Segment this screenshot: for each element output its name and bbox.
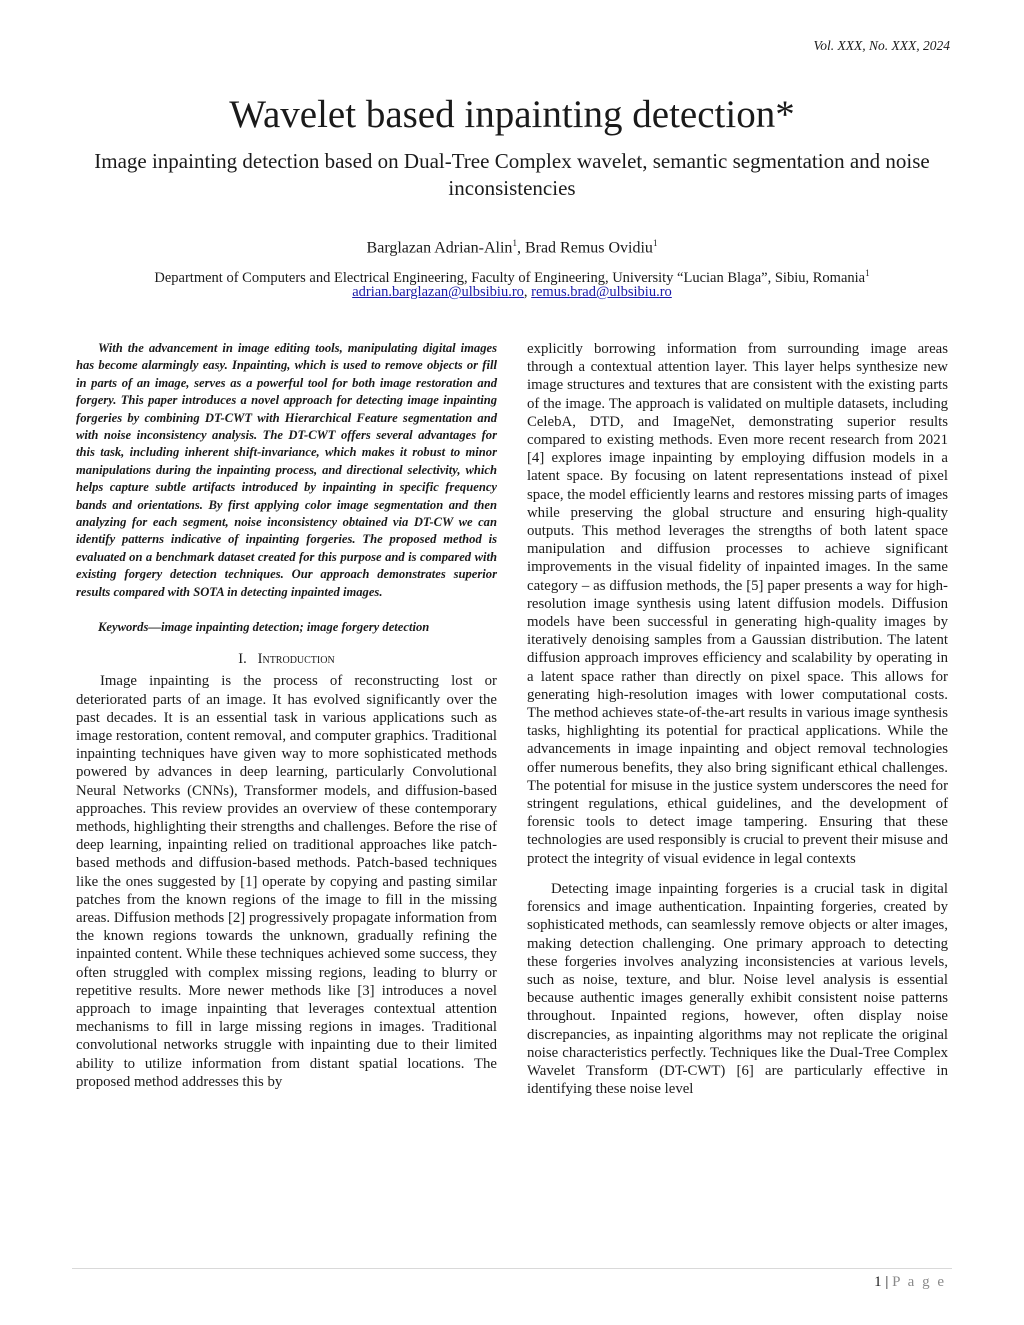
author-1: Barglazan Adrian-Alin [366, 239, 513, 257]
page-footer [874, 1274, 946, 1291]
paper-title: Wavelet based inpainting detection* [229, 93, 795, 136]
section-number: I. [238, 651, 247, 668]
page-separator: | [881, 1274, 893, 1290]
email-separator: , [523, 284, 532, 300]
page-number: 1 [874, 1274, 882, 1290]
email-line [0, 283, 1024, 302]
volume-header: Vol. XXX, No. XXX, 2024 [813, 38, 950, 53]
footer-divider [72, 1268, 952, 1269]
email-link-2[interactable]: remus.brad@ulbsibiu.ro [531, 284, 672, 300]
abstract: With the advancement in image editing tools, manipulating digital images has become alarmingly easy. Inpainting, which is used to remove objects or fill in parts of an image, serves as a powerful tool for both image restoration and forgery. This paper introduces a novel approach for detecting image inpainting forgeries by combining DT-CWT with Hierarchical Feature segmentation and with noise inconsistency analysis. The DT-CWT offers several advantages for this task, including inherent shift-invariance, which makes it robust to minor manipulations during the inpainting process, and directional selectivity, which helps capture subtle artifacts introduced by inpainting in specific frequency bands and orientations. By first applying color image segmentation and then analyzing for each segment, noise inconsistency obtained via DT-CW we can identify patterns indicative of inpainting forgeries. The proposed method is evaluated on a benchmark dataset created for this purpose and is compared with existing forgery detection techniques. Our approach demonstrates superior results compared with SOTA in detecting inpainted images. [76, 341, 497, 599]
affiliation-text: Department of Computers and Electrical Engineering, Faculty of Engineering, University “Lucian Blaga”, Sibiu, Romania [154, 269, 866, 286]
author-2: Brad Remus Ovidiu [524, 239, 653, 257]
section-heading-introduction [76, 650, 497, 668]
paper-subtitle: Image inpainting detection based on Dual-Tree Complex wavelet, semantic segmentation and noise inconsistencies [94, 149, 930, 200]
intro-paragraph-1: Image inpainting is the process of reconstructing lost or deteriorated parts of an image. It has evolved significantly over the past decades. It is an essential task in various applications such as image restoration, content removal, and computer graphics. Traditional inpainting techniques have given way to more sophisticated methods powered by advances in deep learning, particularly Convolutional Neural Networks (CNNs), Transformer models, and diffusion-based approaches. This review provides an overview of these contemporary methods, highlighting their strengths and challenges. Before the rise of deep learning, inpainting relied on traditional approaches like patch-based methods and diffusion-based methods. Patch-based techniques like the ones suggested by [1] operate by copying and pasting similar patches from the known regions of the image to fill in the missing areas. Diffusion methods [2] progressively propagate information from the known regions towards the unknown, gradually refining the inpainted content. While these techniques achieved some success, they often struggled with complex missing regions, leading to blurry or repetitive results. More newer methods like [3] introduces a novel approach to image inpainting that leverages contextual attention mechanisms to fill in large missing regions in images. Traditional convolutional networks struggle with inpainting due to their limited ability to utilize information from distant spatial locations. The proposed method addresses this by [76, 673, 497, 1090]
author-separator: , [516, 239, 525, 257]
author-2-affiliation-mark: 1 [652, 238, 658, 248]
right-paragraph-2: Detecting image inpainting forgeries is a crucial task in digital forensics and image authentication. Inpainting forgeries, created by sophisticated methods, can seamlessly remove objects or alter images, making detection challenging. One primary approach to detecting these forgeries involves analyzing inconsistencies at various levels, such as noise, texture, and blur. Noise level analysis is essential because authentic images generally exhibit consistent noise patterns throughout. Inpainted regions, however, often display noise discrepancies, as inpainting algorithms may not replicate the original noise characteristics perfectly. Techniques like the Dual-Tree Complex Wavelet Transform (DT-CWT) [6] are particularly effective in identifying these noise level [527, 880, 948, 1098]
author-1-affiliation-mark: 1 [512, 238, 517, 248]
author-line [0, 238, 1024, 257]
right-column [527, 340, 948, 1098]
affiliation-mark: 1 [865, 268, 870, 278]
page-label: P a g e [892, 1274, 946, 1290]
email-link-1[interactable]: adrian.barglazan@ulbsibiu.ro [352, 284, 524, 300]
left-column [76, 340, 497, 1091]
section-title: Introduction [257, 651, 335, 668]
keywords: Keywords—image inpainting detection; image forgery detection [98, 620, 430, 635]
right-paragraph-1: explicitly borrowing information from surrounding image areas through a contextual attention layer. This layer helps synthesize new image structures and textures that are consistent with the existing parts of the image. The approach is validated on multiple datasets, including CelebA, DTD, and ImageNet, demonstrating superior results compared to existing methods. Even more recent research from 2021 [4] explores image inpainting by employing diffusion models in a latent space. By focusing on latent representations instead of pixel space, the model efficiently learns and restores missing parts of images while preserving the global structure and ensuring high-quality outputs. This method leverages the strengths of both latent space manipulation and diffusion processes to achieve significant improvements in the visual fidelity of inpainted images. In the same category – as diffusion methods, the [5] paper presents a way for high-resolution image synthesis using latent diffusion models. Diffusion models have been successful in generating high-quality images by iteratively denoising samples from a Gaussian distribution. The latent diffusion approach improves efficiency and scalability by operating in a latent space rather than directly on pixel space. This allows for generating high-resolution images with lower computational costs. The method achieves state-of-the-art results in various image synthesis tasks, highlighting its potential for practical applications. While the advancements in image inpainting and object removal technologies offer numerous benefits, they also bring significant ethical challenges. The potential for misuse in the justice system underscores the need for stringent regulations, ethical guidelines, and the development of forensic tools to detect image tampering. Ensuring that these technologies are used responsibly is crucial to prevent their misuse and protect the integrity of visual evidence in legal contexts [527, 341, 948, 867]
